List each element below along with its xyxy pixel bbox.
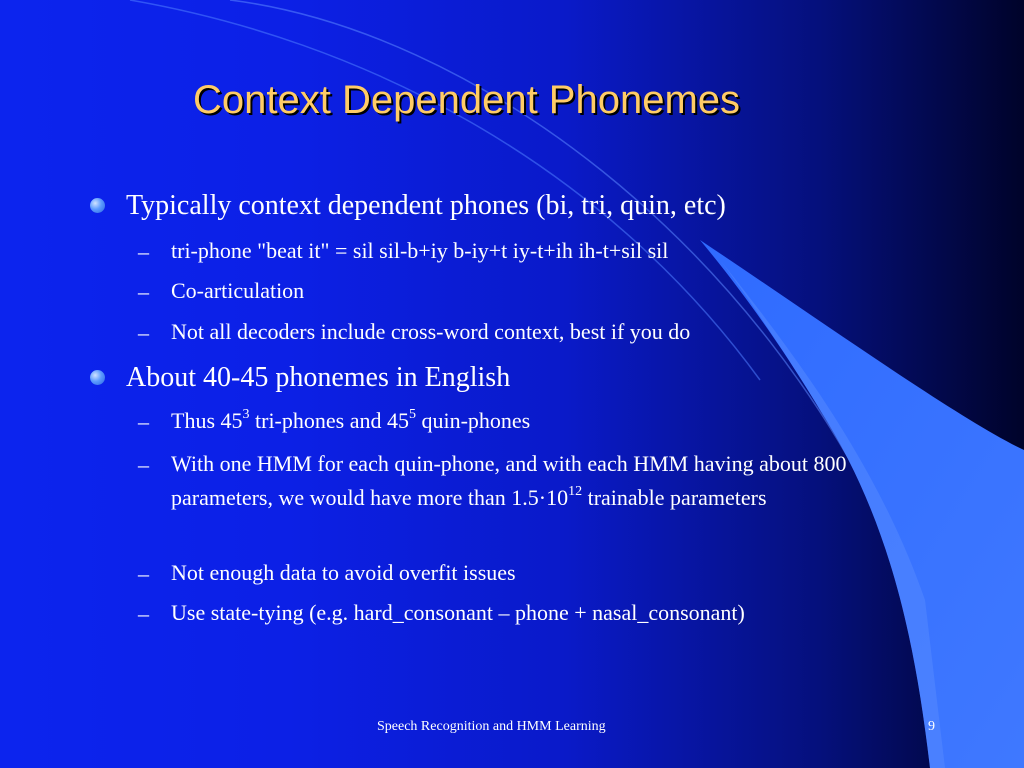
sub-bullet-dash: – <box>138 601 149 626</box>
bullet-dot <box>90 370 105 385</box>
sub-bullet-text: tri-phone "beat it" = sil sil-b+iy b-iy+t iy-t+ih ih-t+sil sil <box>171 238 669 263</box>
sub-bullet-text <box>171 404 961 438</box>
sub-bullet-text-part: tri-phones and 45 <box>249 408 409 433</box>
page-number: 9 <box>928 719 935 734</box>
sub-bullet-text <box>171 447 941 515</box>
sub-bullet-text: Not enough data to avoid overfit issues <box>171 560 516 585</box>
sub-bullet-dash: – <box>138 239 149 264</box>
sub-bullet-text-part: quin-phones <box>415 408 531 433</box>
sub-bullet-dash: – <box>138 409 149 434</box>
sub-bullet-text-part: Thus 45 <box>171 408 243 433</box>
footer-text: Speech Recognition and HMM Learning <box>377 719 606 734</box>
sub-bullet-text: Co-articulation <box>171 278 305 303</box>
sub-bullet-dash: – <box>138 452 149 477</box>
slide-title: Context Dependent Phonemes <box>193 78 741 122</box>
bullet-text: Typically context dependent phones (bi, tri, quin, etc) <box>126 190 726 221</box>
superscript: 5 <box>408 406 416 422</box>
bullet-dot <box>90 198 105 213</box>
superscript: 12 <box>568 483 583 499</box>
sub-bullet-text-part: trainable parameters <box>582 485 767 510</box>
sub-bullet-text: Not all decoders include cross-word context, best if you do <box>171 319 691 344</box>
sub-bullet-dash: – <box>138 320 149 345</box>
bullet-text: About 40-45 phonemes in English <box>126 362 511 393</box>
sub-bullet-dash: – <box>138 561 149 586</box>
sub-bullet-text-part: With one HMM for each quin-phone, and with each HMM having about 800 parameters, we would have more than 1.5·10 <box>171 451 847 510</box>
sub-bullet-text: Use state-tying (e.g. hard_consonant – phone + nasal_consonant) <box>171 600 745 625</box>
superscript: 3 <box>242 406 250 422</box>
sub-bullet-dash: – <box>138 279 149 304</box>
